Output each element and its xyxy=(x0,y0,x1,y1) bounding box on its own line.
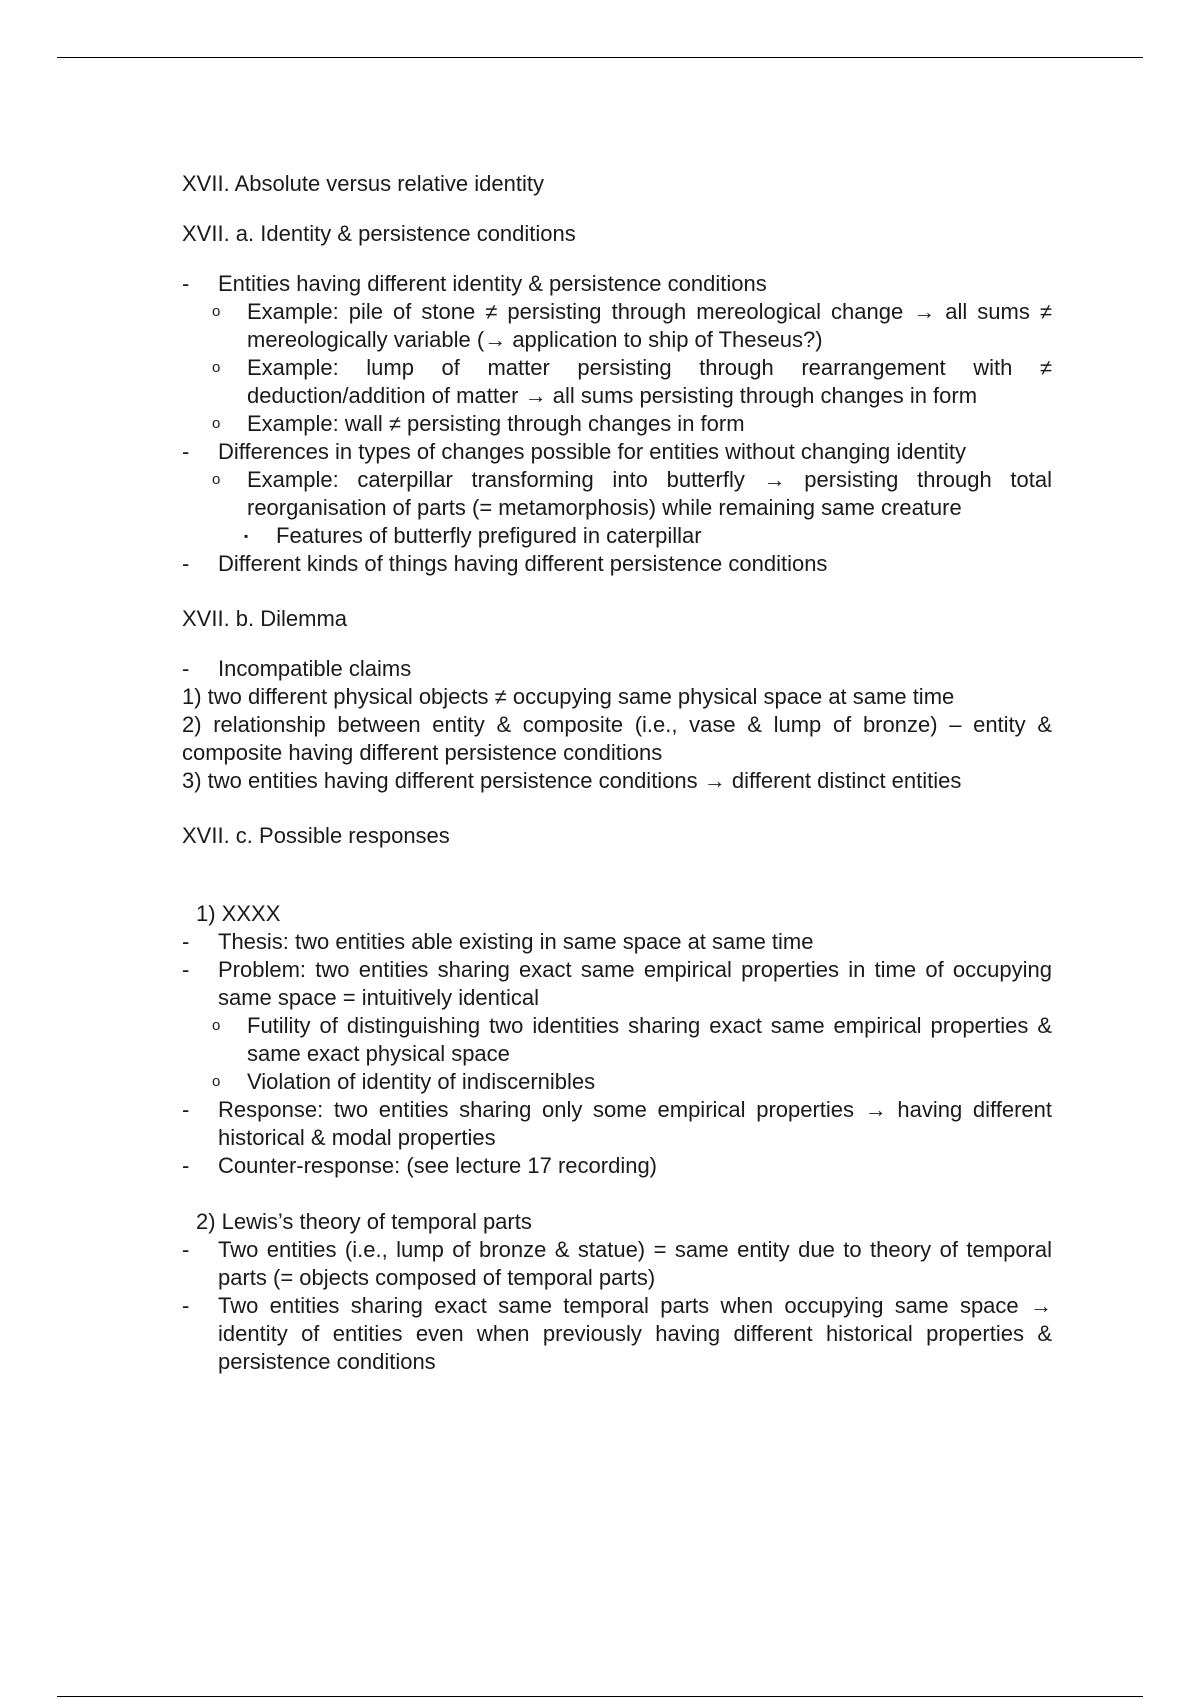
bullet-text: Two entities sharing exact same temporal parts when occupying same space → identity of entities even when previously having different historical properties & persistence conditions xyxy=(218,1293,1052,1374)
bullet-item xyxy=(182,1236,1052,1292)
bullet-text: Two entities (i.e., lump of bronze & statue) = same entity due to theory of temporal parts (= objects composed of temporal parts) xyxy=(218,1237,1052,1290)
bullet-text: Example: lump of matter persisting through rearrangement with ≠ deduction/addition of matter → all sums persisting through changes in form xyxy=(247,355,1052,408)
section-b-heading: XVII. b. Dilemma xyxy=(182,606,348,631)
circle-bullet-icon: o xyxy=(212,303,221,320)
bullet-text: Example: wall ≠ persisting through changes in form xyxy=(247,411,745,436)
dash-marker: - xyxy=(182,1097,190,1122)
bullet-text: Violation of identity of indiscernibles xyxy=(247,1069,596,1094)
dash-marker: - xyxy=(182,551,190,576)
bullet-item xyxy=(182,928,1052,956)
section-c-heading: XVII. c. Possible responses xyxy=(182,823,450,848)
circle-bullet-icon: o xyxy=(212,359,221,376)
dash-marker: - xyxy=(182,1153,190,1178)
bullet-text: Response: two entities sharing only some empirical properties → having different historical & modal properties xyxy=(218,1097,1052,1150)
footer-rule xyxy=(57,1696,1143,1697)
bullet-text: Futility of distinguishing two identities sharing exact same empirical properties & same exact physical space xyxy=(247,1013,1052,1066)
dash-marker: - xyxy=(182,439,190,464)
bullet-text: Features of butterfly prefigured in caterpillar xyxy=(276,523,702,548)
section-a-heading: XVII. a. Identity & persistence conditions xyxy=(182,221,576,246)
sub-bullet-item xyxy=(182,410,1052,438)
bullet-item xyxy=(182,655,1052,683)
response-2-title: 2) Lewis’s theory of temporal parts xyxy=(196,1209,532,1234)
circle-bullet-icon: o xyxy=(212,471,221,488)
claim-item: 2) relationship between entity & composite (i.e., vase & lump of bronze) – entity & composite having different persistence conditions xyxy=(182,712,1052,765)
circle-bullet-icon: o xyxy=(212,415,221,432)
bullet-item xyxy=(182,1096,1052,1152)
sub-bullet-item xyxy=(182,298,1052,354)
sub-bullet-item xyxy=(182,466,1052,522)
sub-bullet-item xyxy=(182,1068,1052,1096)
dash-marker: - xyxy=(182,656,190,681)
claim-item: 1) two different physical objects ≠ occupying same physical space at same time xyxy=(182,684,955,709)
bullet-text: Incompatible claims xyxy=(218,656,412,681)
bullet-item xyxy=(182,550,1052,578)
dash-marker: - xyxy=(182,957,190,982)
sub-bullet-item xyxy=(182,1012,1052,1068)
document-title: XVII. Absolute versus relative identity xyxy=(182,171,544,196)
bullet-text: Problem: two entities sharing exact same empirical properties in time of occupying same space = intuitively identical xyxy=(218,957,1052,1010)
header-rule xyxy=(57,57,1143,58)
sub-bullet-item xyxy=(182,354,1052,410)
bullet-item xyxy=(182,1152,1052,1180)
dash-marker: - xyxy=(182,1237,190,1262)
bullet-item xyxy=(182,270,1052,298)
claim-item: 3) two entities having different persistence conditions → different distinct entities xyxy=(182,768,962,793)
circle-bullet-icon: o xyxy=(212,1073,221,1090)
circle-bullet-icon: o xyxy=(212,1017,221,1034)
bullet-item xyxy=(182,1292,1052,1376)
bullet-text: Entities having different identity & persistence conditions xyxy=(218,271,767,296)
bullet-text: Differences in types of changes possible for entities without changing identity xyxy=(218,439,967,464)
dash-marker: - xyxy=(182,929,190,954)
square-bullet-icon: ▪ xyxy=(244,529,249,543)
bullet-text: Example: pile of stone ≠ persisting through mereological change → all sums ≠ mereologically variable (→ application to ship of Theseus?) xyxy=(247,299,1052,352)
response-1-title: 1) XXXX xyxy=(196,901,281,926)
bullet-text: Different kinds of things having different persistence conditions xyxy=(218,551,828,576)
sub-sub-bullet-item xyxy=(182,522,1052,550)
bullet-text: Counter-response: (see lecture 17 recording) xyxy=(218,1153,658,1178)
dash-marker: - xyxy=(182,271,190,296)
document-body xyxy=(182,170,1052,1376)
dash-marker: - xyxy=(182,1293,190,1318)
bullet-text: Example: caterpillar transforming into butterfly → persisting through total reorganisation of parts (= metamorphosis) while remaining same creature xyxy=(247,467,1052,520)
bullet-item xyxy=(182,438,1052,466)
bullet-text: Thesis: two entities able existing in same space at same time xyxy=(218,929,814,954)
bullet-item xyxy=(182,956,1052,1012)
